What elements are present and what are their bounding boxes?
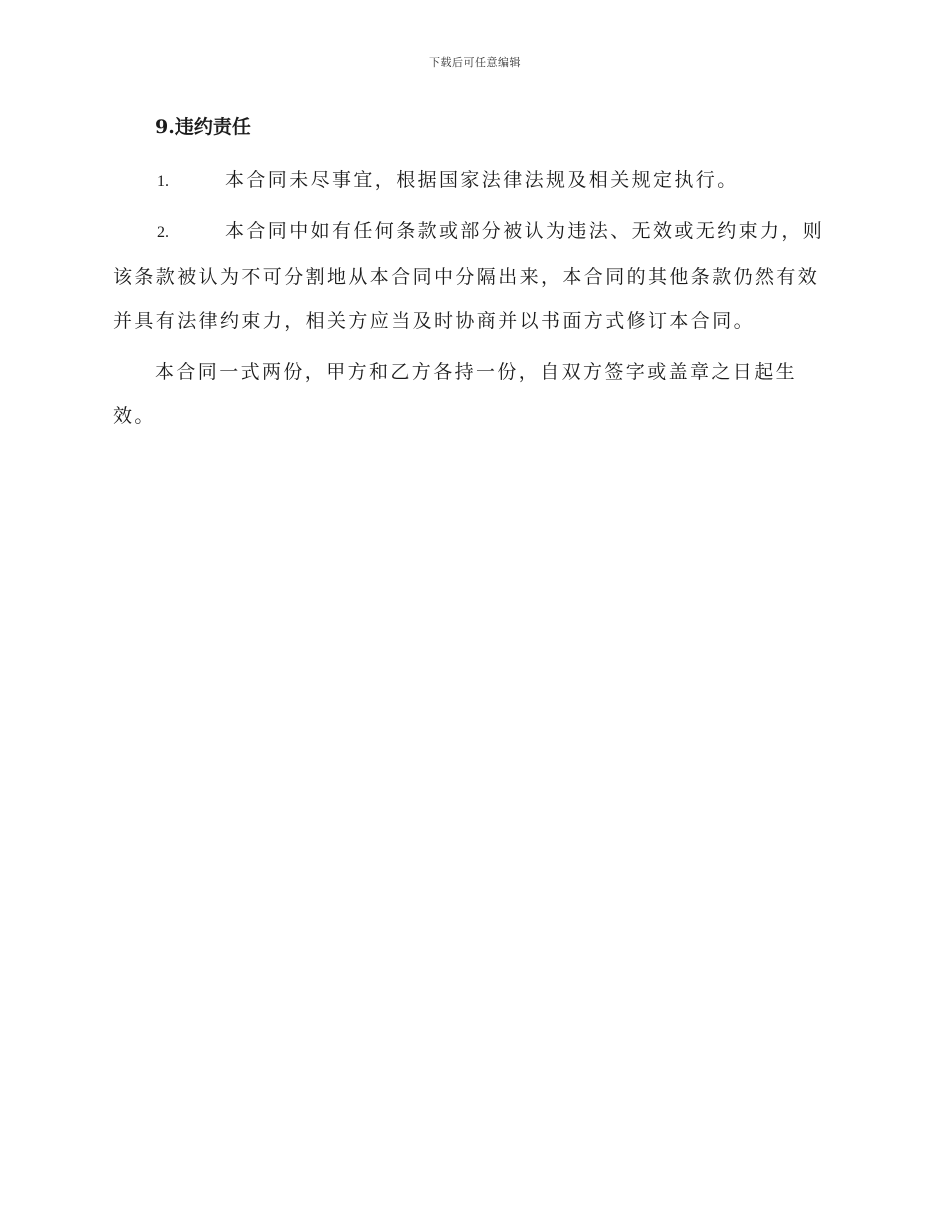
- clause-2-line-1: [113, 209, 833, 255]
- clause-1-number: 1.: [157, 173, 169, 190]
- section-heading: 9.违约责任: [155, 116, 251, 138]
- clause-2-text-line-1: 本合同中如有任何条款或部分被认为违法、无效或无约束力，则: [225, 220, 825, 242]
- clause-2-text-line-2: 该条款被认为不可分割地从本合同中分隔出来，本合同的其他条款仍然有效: [113, 266, 820, 288]
- clause-2-text-line-3: 并具有法律约束力，相关方应当及时协商并以书面方式修订本合同。: [113, 310, 756, 332]
- clause-2: [113, 209, 833, 343]
- clause-1: [113, 158, 833, 204]
- clause-1-line-1: [113, 158, 833, 204]
- closing-paragraph: 本合同一式两份，甲方和乙方各持一份，自双方签字或盖章之日起生效。: [113, 361, 798, 427]
- clause-2-number: 2.: [157, 224, 169, 241]
- clause-1-text: 本合同未尽事宜，根据国家法律法规及相关规定执行。: [225, 169, 739, 191]
- page-header-note: 下载后可任意编辑: [429, 56, 521, 69]
